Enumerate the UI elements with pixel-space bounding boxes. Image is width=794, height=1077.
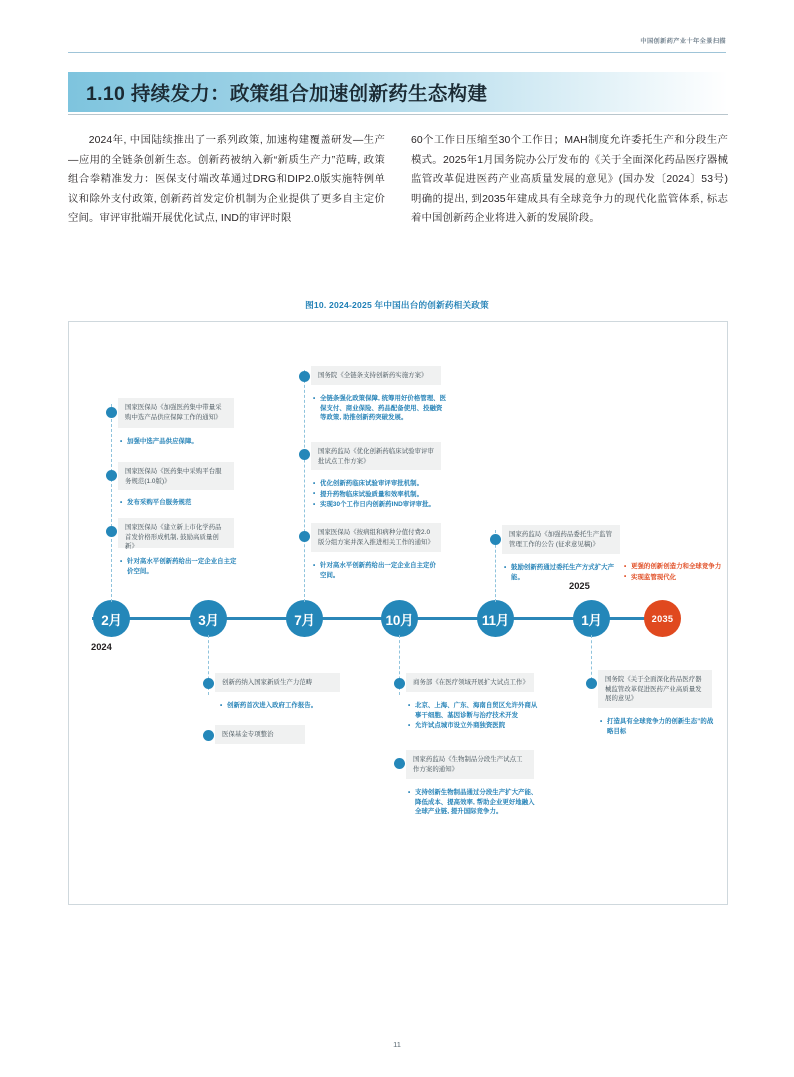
- policy-card-oct-2: 国家药监局《生物制品分段生产试点工作方案的通知》: [406, 750, 534, 779]
- rail-dot-mar-2: [203, 730, 214, 741]
- timeline-node-mar[interactable]: 3月: [190, 600, 227, 637]
- timeline-node-2035[interactable]: 2035: [644, 600, 681, 637]
- policy-bullets-jan-1: [600, 717, 718, 737]
- policy-bullets-jul-2: [313, 479, 449, 511]
- policy-card-jul-2: 国家药监局《优化创新药临床试验审评审批试点工作方案》: [311, 442, 441, 470]
- rail-dot-nov-1: [490, 534, 501, 545]
- rail-dot-feb-1: [106, 407, 117, 418]
- title-underline: [68, 114, 728, 115]
- policy-bullets-feb-1: [120, 437, 238, 448]
- rail-dot-oct-2: [394, 758, 405, 769]
- rail-dot-feb-2: [106, 470, 117, 481]
- figure-caption: 图10. 2024-2025 年中国出台的创新药相关政策: [305, 300, 489, 310]
- body-paragraph-left: 2024年, 中国陆续推出了一系列政策, 加速构建覆盖研发—生产—应用的全链条创新生态。创新药被纳入新“新质生产力”范畴, 政策组合拳精准发力：医保支付端改革通过DRG和DIP2.0版实施特例单议和除外支付政策, 创新药首发定价机制为企业提供了更多自主定价空间。审评审批端开展优化试点, IND的审评时限: [68, 135, 385, 225]
- policy-card-jul-1: 国务院《全链条支持创新药实施方案》: [311, 366, 441, 385]
- bullet-item: • 全链条强化政策保障, 统筹用好价格管理、医保支付、商业保险、药品配备使用、投融资等政策, 助推创新药突破发展。: [313, 394, 447, 423]
- bullet-item: • 发布采购平台服务规范: [120, 498, 238, 508]
- page-title: 1.10 持续发力：政策组合加速创新药生态构建: [86, 83, 488, 105]
- timeline-node-jan[interactable]: 1月: [573, 600, 610, 637]
- policy-card-feb-2: 国家医保局《医药集中采购平台服务规范(1.0版)》: [118, 462, 234, 490]
- policy-bullets-2035: [624, 562, 724, 583]
- rail-dot-mar-1: [203, 678, 214, 689]
- policy-card-jul-3: 国家医保局《按病组和病种分值付费2.0版分组方案并深入推进相关工作的通知》: [311, 523, 441, 552]
- rail-dot-jul-3: [299, 531, 310, 542]
- bullet-item: • 实现30个工作日内创新药IND审评审批。: [313, 500, 449, 510]
- policy-bullets-nov-1: [504, 563, 616, 583]
- policy-card-mar-1: 创新药纳入国家新质生产力范畴: [215, 673, 340, 692]
- policy-bullets-oct-1: [408, 701, 540, 732]
- bullet-item: • 支持创新生物制品通过分段生产扩大产能、降低成本、提高效率, 帮助企业更好地融入全球产业链, 提升国际竞争力。: [408, 788, 540, 817]
- bullet-item: • 加强中选产品供应保障。: [120, 437, 238, 447]
- policy-card-jan-1: 国务院《关于全面深化药品医疗器械监管改革促进医药产业高质量发展的意见》: [598, 670, 712, 708]
- policy-card-oct-1: 商务部《在医疗领域开展扩大试点工作》: [406, 673, 534, 692]
- bullet-item: • 创新药首次进入政府工作报告。: [220, 701, 345, 711]
- section-title-band: [68, 72, 728, 112]
- policy-bullets-feb-2: [120, 498, 238, 509]
- bullet-item: • 实现监管现代化: [624, 573, 724, 583]
- bullet-item: • 允许试点城市设立外商独资医院: [408, 721, 540, 731]
- bullet-item: • 针对高水平创新药给出一定企业自主定价空间。: [120, 557, 238, 576]
- rail-dot-jan-1: [586, 678, 597, 689]
- policy-card-feb-1: 国家医保局《加强医药集中带量采购中选产品供应保障工作的通知》: [118, 398, 234, 428]
- bullet-item: • 针对高水平创新药给出一定企业自主定价空间。: [313, 561, 438, 580]
- timeline-node-feb[interactable]: 2月: [93, 600, 130, 637]
- running-header-title: 中国创新药产业十年全景扫描: [640, 38, 726, 45]
- rail-dot-oct-1: [394, 678, 405, 689]
- timeline-node-jul[interactable]: 7月: [286, 600, 323, 637]
- policy-card-feb-3: 国家医保局《建立新上市化学药品首发价格形成机制, 鼓励高质量创新》: [118, 518, 234, 548]
- rail-feb: [111, 404, 112, 602]
- policy-card-mar-2: 医保基金专项整治: [215, 725, 305, 744]
- body-text: [68, 131, 728, 229]
- rail-dot-jul-2: [299, 449, 310, 460]
- bullet-item: • 提升药物临床试验质量和效率机制。: [313, 490, 449, 500]
- bullet-item: • 优化创新药临床试验审评审批机制。: [313, 479, 449, 489]
- running-header: [68, 36, 726, 58]
- policy-bullets-jul-1: [313, 394, 447, 424]
- year-label-2025: 2025: [569, 580, 590, 591]
- year-label-2024: 2024: [91, 641, 112, 652]
- rail-jul: [304, 370, 305, 602]
- body-paragraph-right: 60个工作日压缩至30个工作日；MAH制度允许委托生产和分段生产模式。2025年1月国务院办公厅发布的《关于全面深化药品医疗器械监管改革促进医药产业高质量发展的意见》(国办发〔2024〕53号) 明确的提出, 到2035年建成具有全球竞争力的现代化监管体系, 标志着中国创新药企业将进入新的发展阶段。: [411, 135, 728, 225]
- rail-dot-jul-1: [299, 371, 310, 382]
- timeline-node-nov[interactable]: 11月: [477, 600, 514, 637]
- header-divider: [68, 52, 726, 53]
- policy-bullets-oct-2: [408, 788, 540, 818]
- timeline-node-oct[interactable]: 10月: [381, 600, 418, 637]
- rail-dot-feb-3: [106, 526, 117, 537]
- bullet-item: • 更强的创新创造力和全球竞争力: [624, 562, 724, 572]
- policy-bullets-jul-3: [313, 561, 438, 581]
- rail-jan: [591, 635, 592, 680]
- policy-bullets-mar-1: [220, 701, 345, 712]
- policy-bullets-feb-3: [120, 557, 238, 577]
- page-number: 11: [393, 1040, 401, 1049]
- bullet-item: • 打造具有全球竞争力的创新生态”的战略目标: [600, 717, 718, 736]
- policy-card-nov-1: 国家药监局《加强药品委托生产监管管理工作的公告 (征求意见稿)》: [502, 525, 620, 554]
- bullet-item: • 鼓励创新药通过委托生产方式扩大产能。: [504, 563, 616, 582]
- bullet-item: • 北京、上海、广东、海南自贸区允许外商从事干细胞、基因诊断与治疗技术开发: [408, 701, 540, 720]
